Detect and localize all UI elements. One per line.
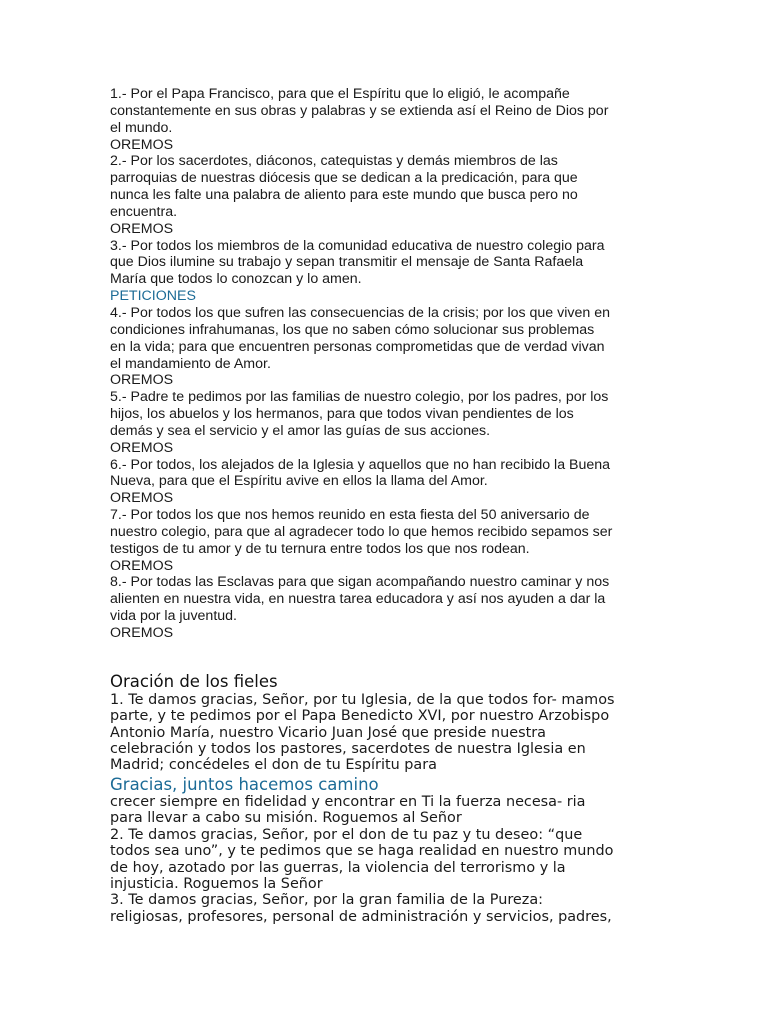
text-line: nuestro colegio, para que al agradecer todo lo que hemos recibido sepamos ser (110, 523, 613, 540)
text-line: crecer siempre en fidelidad y encontrar en Ti la fuerza necesa- ria (110, 793, 586, 810)
text-line: Antonio María, nuestro Vicario Juan José que preside nuestra (110, 724, 546, 741)
text-line: 4.- Por todos los que sufren las consecuencias de la crisis; por los que viven en (110, 304, 610, 321)
text-line: para llevar a cabo su misión. Roguemos al Señor (110, 810, 462, 827)
peticiones-heading: PETICIONES (110, 288, 196, 305)
text-line: parte, y te pedimos por el Papa Benedicto XVI, por nuestro Arzobispo (110, 708, 610, 725)
oremos-line: OREMOS (110, 220, 174, 237)
oremos-line: OREMOS (110, 557, 174, 574)
text-line: 7.- Por todos los que nos hemos reunido en esta fiesta del 50 aniversario de (110, 507, 590, 524)
text-line: 8.- Por todas las Esclavas para que sigan acompañando nuestro caminar y nos (110, 574, 610, 591)
text-line: Madrid; concédeles el don de tu Espíritu para (110, 757, 437, 774)
oremos-line: OREMOS (110, 490, 174, 507)
text-line: María que todos lo conozcan y lo amen. (110, 271, 362, 288)
text-line: 2. Te damos gracias, Señor, por el don de tu paz y tu deseo: “que (110, 826, 583, 843)
text-line: hijos, los abuelos y los hermanos, para que todos vivan pendientes de los (110, 406, 574, 423)
accent-heading: Gracias, juntos hacemos camino (110, 774, 379, 794)
text-line: 3.- Por todos los miembros de la comunidad educativa de nuestro colegio para (110, 237, 605, 254)
text-line: Nueva, para que el Espíritu avive en ellos la llama del Amor. (110, 473, 488, 490)
text-line: en la vida; para que encuentren personas comprometidas que de verdad vivan (110, 338, 605, 355)
text-line: celebración y todos los pastores, sacerdotes de nuestra Iglesia en (110, 741, 586, 758)
text-line: religiosas, profesores, personal de administración y servicios, padres, (110, 908, 612, 925)
text-line: 5.- Padre te pedimos por las familias de nuestro colegio, por los padres, por los (110, 389, 609, 406)
text-line: demás y sea el servicio y el amor las guías de sus acciones. (110, 422, 491, 439)
text-line: encuentra. (110, 203, 178, 220)
text-line: 1.- Por el Papa Francisco, para que el Espíritu que lo eligió, le acompañe (110, 86, 570, 102)
oremos-line: OREMOS (110, 136, 174, 153)
text-line: testigos de tu amor y de tu ternura entre todos los que nos rodean. (110, 540, 530, 557)
text-line: condiciones infrahumanas, los que no saben cómo solucionar sus problemas (110, 321, 595, 338)
text-line: injusticia. Roguemos la Señor (110, 875, 323, 892)
text-line: todos sea uno”, y te pedimos que se haga realidad en nuestro mundo (110, 843, 614, 860)
oremos-line: OREMOS (110, 625, 174, 641)
text-line: constantemente en sus obras y palabras y se extienda así el Reino de Dios por (110, 102, 609, 119)
petitions-section (110, 86, 670, 642)
document-page (110, 86, 670, 925)
text-line: el mundo. (110, 119, 173, 136)
text-line: parroquias de nuestras diócesis que se dedican a la predicación, para que (110, 170, 578, 187)
oremos-line: OREMOS (110, 372, 174, 389)
text-line: de hoy, azotado por las guerras, la violencia del terrorismo y la (110, 859, 566, 876)
text-line: 6.- Por todos, los alejados de la Iglesia y aquellos que no han recibido la Buena (110, 456, 611, 473)
text-line: 1. Te damos gracias, Señor, por tu Iglesia, de la que todos for- mamos (110, 691, 615, 708)
section-title: Oración de los fieles (110, 671, 278, 691)
text-line: que Dios ilumine su trabajo y sepan transmitir el mensaje de Santa Rafaela (110, 254, 584, 271)
text-line: nunca les falte una palabra de aliento para este mundo que busca pero no (110, 187, 578, 204)
oracion-section (110, 672, 670, 925)
text-line: vida por la juventud. (110, 608, 237, 625)
oremos-line: OREMOS (110, 439, 174, 456)
text-line: alienten en nuestra vida, en nuestra tarea educadora y así nos ayuden a dar la (110, 591, 606, 608)
text-line: 3. Te damos gracias, Señor, por la gran familia de la Pureza: (110, 892, 543, 909)
text-line: 2.- Por los sacerdotes, diáconos, catequistas y demás miembros de las (110, 153, 558, 170)
text-line: el mandamiento de Amor. (110, 355, 271, 372)
